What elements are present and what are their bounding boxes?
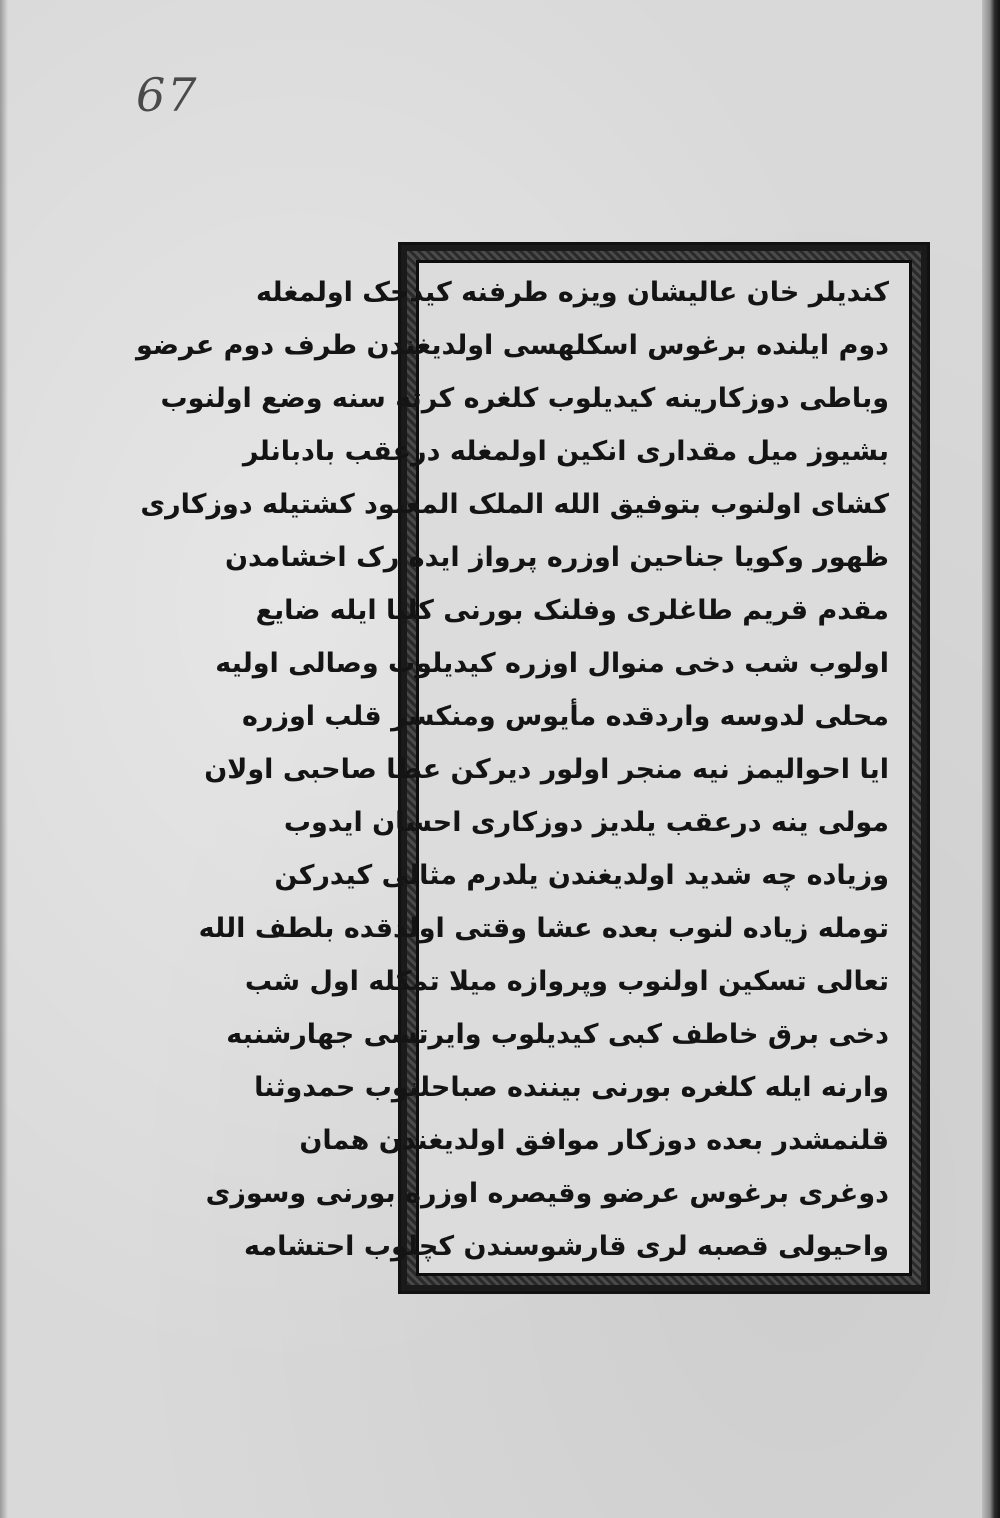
text-line: کندیلر خان عالیشان ویزه طرفنه کیدجک اولمغله [255, 277, 889, 308]
text-line: وباطی دوزکارینه کیدیلوب کلغره کرته سنه وضع اولنوب [160, 383, 889, 414]
text-line: مولی ینه درعقب یلدیز دوزکاری احسان ایدوب [283, 807, 889, 838]
text-line: ایا احوالیمز نیه منجر اولور دیرکن عطا صاحبی اولان [204, 754, 889, 785]
folio-number: 67 [136, 68, 199, 122]
text-line: دوم ایلنده برغوس اسکلهسی اولدیغندن طرف دوم عرضو [136, 330, 889, 361]
text-line: کشای اولنوب بتوفیق الله الملک المعبود کشتیله دوزکاری [140, 489, 889, 520]
text-line: قلنمشدر بعده دوزکار موافق اولدیغندن همان [299, 1125, 889, 1156]
text-line: وزیاده چه شدید اولدیغندن یلدرم مثالی کیدرکن [274, 860, 889, 891]
decorative-border [136, 251, 921, 1285]
text-line: بشیوز میل مقداری انکین اولمغله درعقب بادبانلر [242, 436, 889, 467]
text-line: اولوب شب دخی منوال اوزره کیدیلوب وصالی اولیه [215, 648, 889, 679]
text-line: محلی لدوسه واردقده مأیوس ومنکسر قلب اوزره [241, 701, 889, 732]
text-line: تعالی تسکین اولنوب وپروازه میلا تمکله اول شب [244, 966, 889, 997]
text-block [136, 260, 912, 1276]
text-line: مقدم قریم طاغلری وفلنک بورنی کلیا ایله ضایع [255, 595, 889, 626]
text-block-frame [136, 242, 930, 1294]
text-line: واحیولی قصبه لری قارشوسندن کچلوب احتشامه [244, 1231, 889, 1262]
text-line: دخی برق خاطف کبی کیدیلوب وایرتسی جهارشنبه [226, 1019, 889, 1050]
page-left-edge [0, 0, 8, 1518]
text-line: ظهور وکویا جناحین اوزره پرواز ایده رک اخشامدن [225, 542, 889, 573]
text-line: دوغری برغوس عرضو وقیصره اوزره بورنی وسوزی [205, 1178, 889, 1209]
text-line: وارنه ایله کلغره بورنی بیننده صباحلنوب حمدوثنا [254, 1072, 889, 1103]
text-line: تومله زیاده لنوب بعده عشا وقتی اولدقده بلطف الله [198, 913, 889, 944]
page-binding-edge [982, 0, 1000, 1518]
